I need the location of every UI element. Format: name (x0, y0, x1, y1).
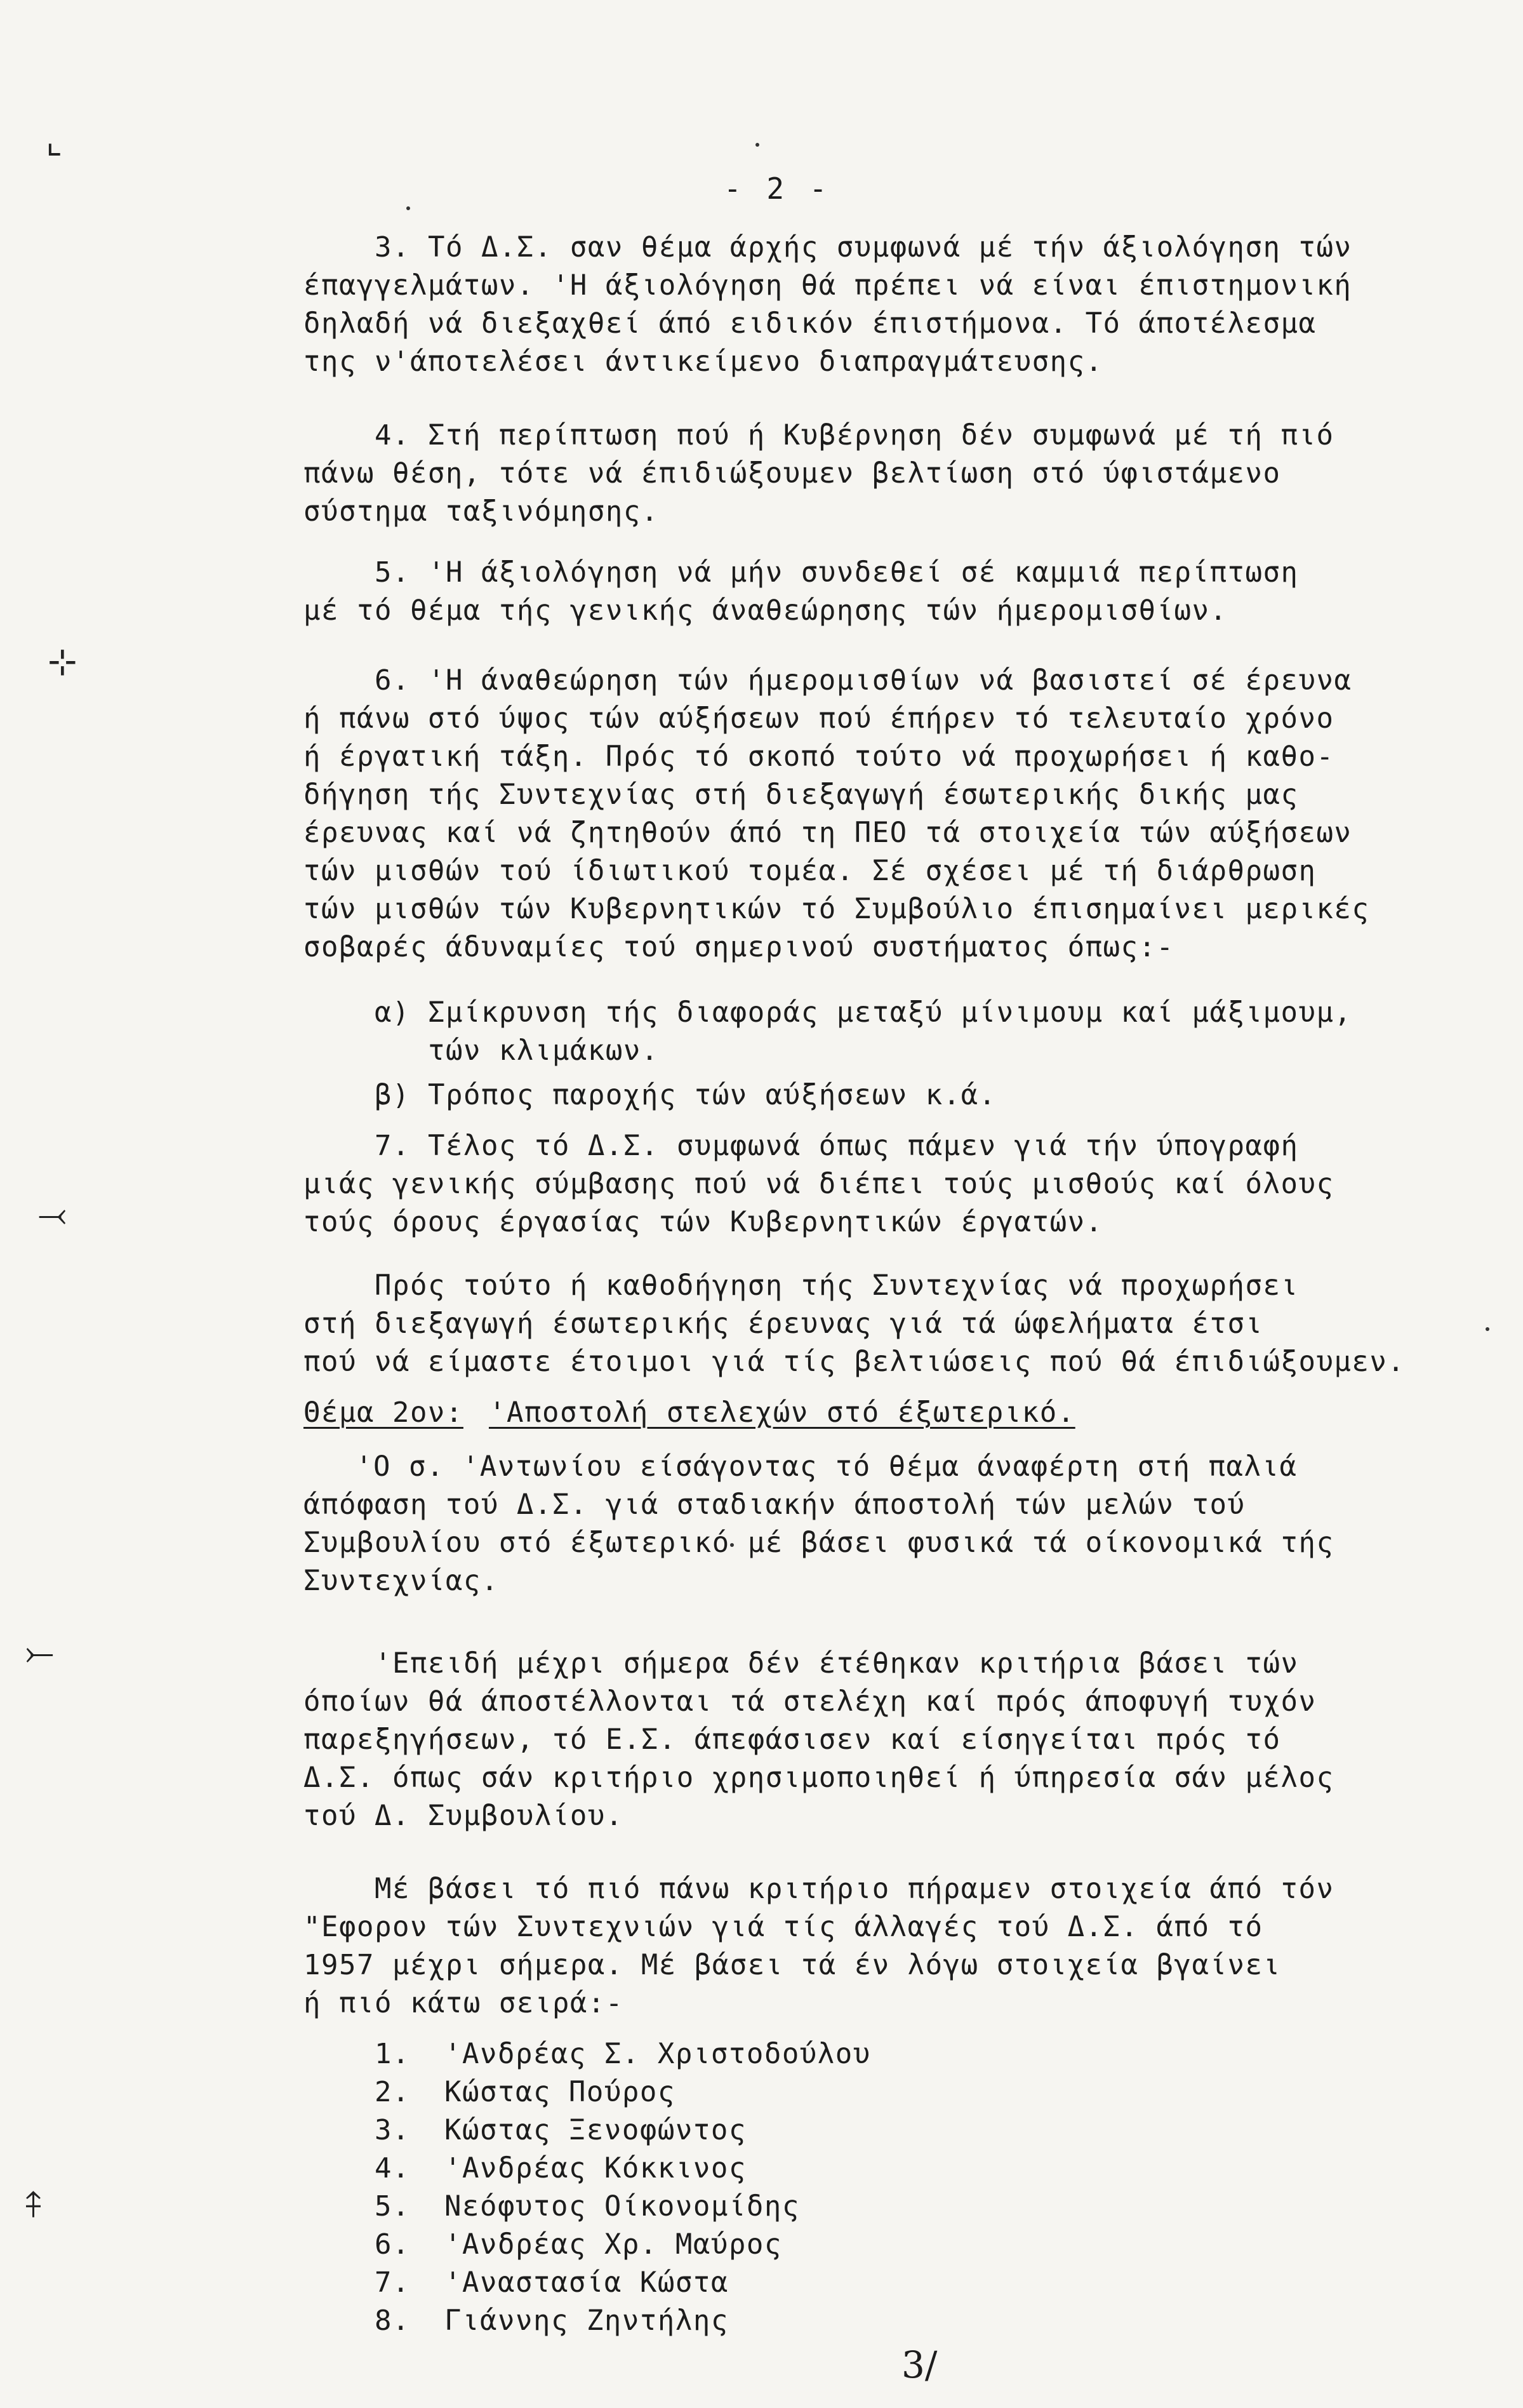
text-line: τών μισθών τών Κυβερνητικών τό Συμβούλιο έπισημαίνει μερικές (303, 893, 1370, 925)
text-line: μιάς γενικής σύμβασης πού νά διέπει τούς μισθούς καί όλους (303, 1168, 1334, 1200)
text-line: μέ τό θέμα τής γενικής άναθεώρησης τών ήμερομισθίων. (303, 594, 1228, 627)
text-line: ή πιό κάτω σειρά:- (303, 1987, 623, 2019)
list-item-name: Νεόφυτος Οίκονομίδης (444, 2190, 800, 2223)
page-number: - 2 - (724, 171, 831, 206)
list-item-name: 'Ανδρέας Χρ. Μαύρος (444, 2228, 782, 2261)
text-line: έπαγγελμάτων. 'Η άξιολόγηση θά πρέπει νά είναι έπιστημονική (303, 269, 1352, 302)
text-line: Μέ βάσει τό πιό πάνω κριτήριο πήραμεν στοιχεία άπό τόν (375, 1873, 1334, 1905)
list-item-name: Γιάννης Ζηντήλης (444, 2304, 729, 2337)
text-line: τών μισθών τού ίδιωτικού τομέα. Σέ σχέσει μέ τή διάρθρωση (303, 855, 1317, 887)
list-item-number: 4. (375, 2152, 410, 2184)
text-line: Συμβουλίου στό έξωτερικό μέ βάσει φυσικά τά οίκονομικά τής (303, 1527, 1334, 1559)
list-item-name: 'Ανδρέας Σ. Χριστοδούλου (444, 2038, 871, 2070)
continuation-marker: 3/ (901, 2343, 938, 2386)
text-line: β) Τρόπος παροχής τών αύξήσεων κ.ά. (375, 1079, 997, 1111)
text-line: "Εφορον τών Συντεχνιών γιά τίς άλλαγές τού Δ.Σ. άπό τό (303, 1911, 1263, 1943)
text-line: έρευνας καί νά ζητηθούν άπό τη ΠΕΟ τά στοιχεία τών αύξήσεων (303, 817, 1352, 849)
list-item-name: Κώστας Πούρος (444, 2076, 675, 2108)
text-line: δηλαδή νά διεξαχθεί άπό ειδικόν έπιστήμονα. Τό άποτέλεσμα (303, 307, 1317, 340)
text-line: 5. 'Η άξιολόγηση νά μήν συνδεθεί σέ καμμιά περίπτωση (375, 556, 1299, 589)
topic-title: 'Αποστολή στελεχών στό έξωτερικό. (489, 1396, 1075, 1429)
speck (1486, 1327, 1489, 1331)
margin-mark: ⤚ (25, 1632, 54, 1673)
list-item-number: 6. (375, 2228, 410, 2261)
margin-mark: ⤉ (25, 2184, 41, 2226)
text-line: σοβαρές άδυναμίες τού σημερινού συστήματος όπως:- (303, 931, 1174, 963)
list-item-number: 5. (375, 2190, 410, 2223)
list-item-name: 'Ανδρέας Κόκκινος (444, 2152, 747, 2184)
text-line: δήγηση τής Συντεχνίας στή διεξαγωγή έσωτερικής δικής μας (303, 779, 1299, 811)
text-line: της ν'άποτελέσει άντικείμενο διαπραγμάτευσης. (303, 345, 1103, 378)
text-line: παρεξηγήσεων, τό Ε.Σ. άπεφάσισεν καί είσηγείται πρός τό (303, 1723, 1281, 1756)
text-line: άπόφαση τού Δ.Σ. γιά σταδιακήν άποστολή τών μελών τού (303, 1488, 1246, 1521)
list-item-number: 2. (375, 2076, 410, 2108)
text-line: όποίων θά άποστέλλονται τά στελέχη καί πρός άποφυγή τυχόν (303, 1685, 1317, 1718)
text-line: στή διεξαγωγή έσωτερικής έρευνας γιά τά ώφελήματα έτσι (303, 1308, 1263, 1340)
text-line: 4. Στή περίπτωση πού ή Κυβέρνηση δέν συμφωνά μέ τή πιό (375, 419, 1334, 452)
list-item-number: 7. (375, 2266, 410, 2299)
list-item-number: 3. (375, 2114, 410, 2146)
text-line: Δ.Σ. όπως σάν κριτήριο χρησιμοποιηθεί ή ύπηρεσία σάν μέλος (303, 1762, 1334, 1794)
text-line: ή πάνω στό ύψος τών αύξήσεων πού έπήρεν τό τελευταίο χρόνο (303, 702, 1334, 735)
text-line: 'Επειδή μέχρι σήμερα δέν έτέθηκαν κριτήρια βάσει τών (375, 1647, 1299, 1680)
margin-mark: ⊹ (48, 641, 77, 683)
list-item-name: 'Αναστασία Κώστα (444, 2266, 729, 2299)
text-line: τών κλιμάκων. (375, 1034, 659, 1067)
text-line: 7. Τέλος τό Δ.Σ. συμφωνά όπως πάμεν γιά τήν ύπογραφή (375, 1130, 1299, 1162)
text-line: ή έργατική τάξη. Πρός τό σκοπό τούτο νά προχωρήσει ή καθο- (303, 740, 1334, 773)
text-line: 3. Τό Δ.Σ. σαν θέμα άρχής συμφωνά μέ τήν άξιολόγηση τών (375, 231, 1352, 264)
text-line: τούς όρους έργασίας τών Κυβερνητικών έργατών. (303, 1206, 1103, 1238)
text-line: Συντεχνίας. (303, 1565, 499, 1597)
text-line: πού νά είμαστε έτοιμοι γιά τίς βελτιώσεις πού θά έπιδιώξουμεν. (303, 1346, 1406, 1378)
margin-mark: ⌞ (46, 121, 63, 162)
list-item-name: Κώστας Ξενοφώντος (444, 2114, 747, 2146)
text-line: Πρός τούτο ή καθοδήγηση τής Συντεχνίας νά προχωρήσει (375, 1269, 1299, 1302)
topic-label: Θέμα 2ον: (303, 1396, 463, 1429)
list-item-number: 8. (375, 2304, 410, 2337)
speck (755, 143, 759, 147)
text-line: τού Δ. Συμβουλίου. (303, 1800, 623, 1832)
text-line: 1957 μέχρι σήμερα. Μέ βάσει τά έν λόγω στοιχεία βγαίνει (303, 1949, 1281, 1981)
list-item-number: 1. (375, 2038, 410, 2070)
text-line: σύστημα ταξινόμησης. (303, 495, 659, 528)
text-line: 6. 'Η άναθεώρηση τών ήμερομισθίων νά βασιστεί σέ έρευνα (375, 664, 1352, 697)
text-line: 'Ο σ. 'Αντωνίου είσάγοντας τό θέμα άναφέρτη στή παλιά (356, 1450, 1298, 1483)
margin-mark: ⤙ (38, 1194, 67, 1235)
speck (406, 206, 410, 210)
text-line: πάνω θέση, τότε νά έπιδιώξουμεν βελτίωση στό ύφιστάμενο (303, 457, 1281, 490)
text-line: α) Σμίκρυνση τής διαφοράς μεταξύ μίνιμουμ καί μάξιμουμ, (375, 996, 1352, 1029)
